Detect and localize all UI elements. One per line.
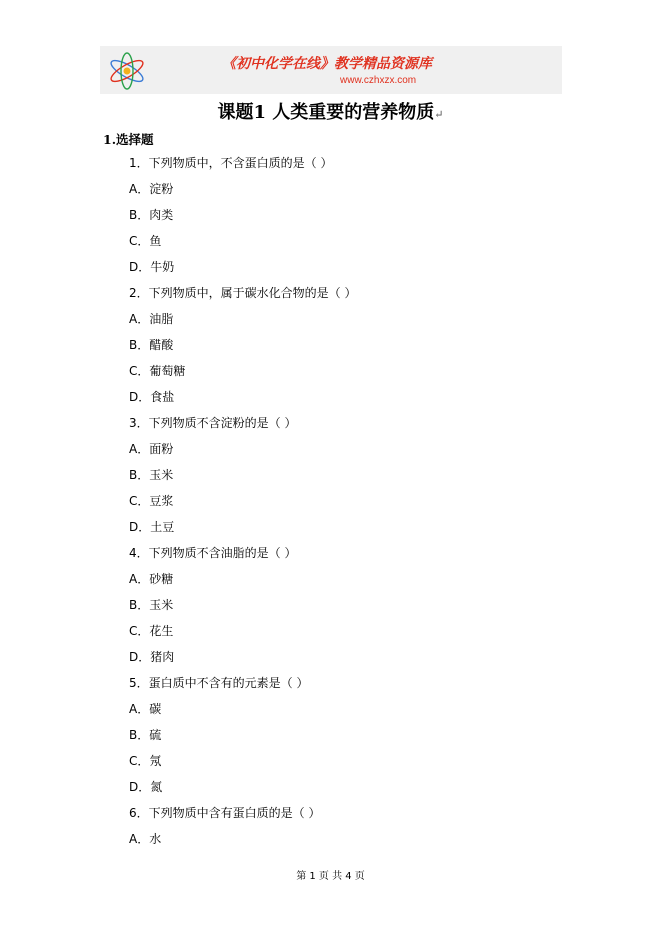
answer-option: C．葡萄糖 [129, 364, 186, 378]
question-stem: 2．下列物质中，属于碳水化合物的是（ ） [129, 286, 357, 300]
answer-option: B．醋酸 [129, 338, 174, 352]
answer-option: B．肉类 [129, 208, 174, 222]
answer-option: A．砂糖 [129, 572, 174, 586]
answer-option: C．花生 [129, 624, 174, 638]
answer-option: D．牛奶 [129, 260, 175, 274]
question-stem: 5．蛋白质中不含有的元素是（ ） [129, 676, 309, 690]
question-stem: 4．下列物质不含油脂的是（ ） [129, 546, 297, 560]
header-banner [100, 46, 562, 94]
answer-option: C．豆浆 [129, 494, 174, 508]
question-stem: 1．下列物质中，不含蛋白质的是（ ） [129, 156, 333, 170]
paragraph-mark-icon: ↵ [434, 108, 444, 121]
answer-option: A．油脂 [129, 312, 174, 326]
answer-option: D．食盐 [129, 390, 175, 404]
banner-title: 《初中化学在线》教学精品资源库 [222, 56, 432, 72]
answer-option: A．水 [129, 832, 162, 846]
question-stem: 6．下列物质中含有蛋白质的是（ ） [129, 806, 321, 820]
question-stem: 3．下列物质不含淀粉的是（ ） [129, 416, 297, 430]
answer-option: B．硫 [129, 728, 162, 742]
section-title: 1.选择题 [103, 132, 154, 147]
atom-logo-icon [106, 50, 148, 92]
answer-option: D．氮 [129, 780, 163, 794]
answer-option: A．淀粉 [129, 182, 174, 196]
banner-url: www.czhxzx.com [340, 75, 417, 86]
answer-option: D．猪肉 [129, 650, 175, 664]
answer-option: B．玉米 [129, 598, 174, 612]
answer-option: B．玉米 [129, 468, 174, 482]
answer-option: C．氖 [129, 754, 162, 768]
answer-option: A．碳 [129, 702, 162, 716]
page-title [0, 98, 661, 124]
answer-option: A．面粉 [129, 442, 174, 456]
answer-option: D．土豆 [129, 520, 175, 534]
page-title-text: 课题1 人类重要的营养物质 [217, 102, 435, 123]
answer-option: C．鱼 [129, 234, 162, 248]
page-footer: 第 1 页 共 4 页 [296, 871, 365, 882]
